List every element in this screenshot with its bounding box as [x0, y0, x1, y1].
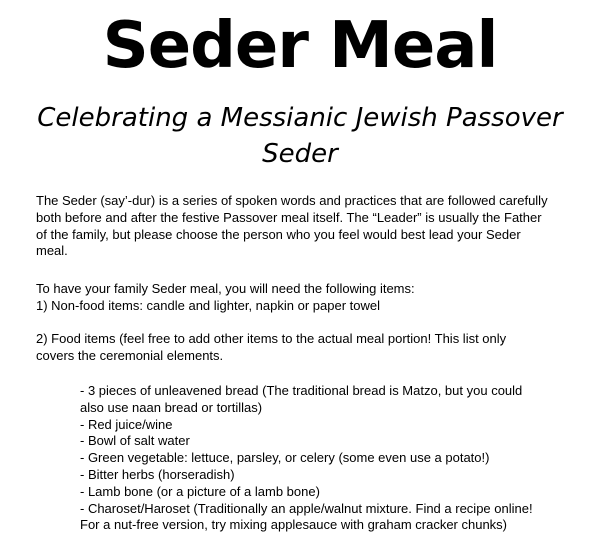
- list-item-line: - Bitter herbs (horseradish): [80, 466, 235, 482]
- food-items-paragraph: [36, 331, 576, 365]
- list-item-line: - Charoset/Haroset (Traditionally an apple/walnut mixture. Find a recipe online!: [80, 500, 533, 516]
- food-items-line: 2) Food items (feel free to add other items to the actual meal portion! This list only: [36, 331, 507, 346]
- subtitle-line-2: Seder: [262, 139, 338, 169]
- list-item: [80, 484, 580, 501]
- needs-line: To have your family Seder meal, you will need the following items:: [36, 281, 415, 296]
- subtitle: [20, 100, 580, 172]
- page-title: Seder Meal: [102, 9, 498, 83]
- intro-line: of the family, but please choose the person who you feel would best lead your Seder: [36, 226, 521, 242]
- needs-paragraph: [36, 281, 576, 315]
- intro-line: meal.: [36, 243, 68, 259]
- list-item: [80, 501, 580, 535]
- list-item-line: - Bowl of salt water: [80, 433, 190, 449]
- list-item-line: also use naan bread or tortillas): [80, 399, 263, 415]
- list-item: [80, 417, 580, 434]
- intro-line: The Seder (say’-dur) is a series of spoken words and practices that are followed carefully: [36, 193, 548, 208]
- intro-paragraph: [36, 193, 576, 260]
- intro-line: both before and after the festive Passover meal itself. The “Leader” is usually the Father: [36, 209, 542, 225]
- non-food-items-line: 1) Non-food items: candle and lighter, napkin or paper towel: [36, 297, 380, 313]
- list-item-line: - Red juice/wine: [80, 416, 173, 432]
- list-item: [80, 467, 580, 484]
- list-item-line: - Green vegetable: lettuce, parsley, or celery (some even use a potato!): [80, 450, 490, 466]
- subtitle-line-1: Celebrating a Messianic Jewish Passover: [37, 103, 563, 133]
- list-item: [80, 450, 580, 467]
- list-item: [80, 433, 580, 450]
- list-item-line: - 3 pieces of unleavened bread (The traditional bread is Matzo, but you could: [80, 383, 523, 398]
- food-items-line: covers the ceremonial elements.: [36, 347, 224, 363]
- list-item-line: For a nut-free version, try mixing applesauce with graham cracker chunks): [80, 517, 508, 533]
- food-items-list: [80, 383, 580, 534]
- list-item: [80, 383, 580, 417]
- list-item-line: - Lamb bone (or a picture of a lamb bone): [80, 483, 320, 499]
